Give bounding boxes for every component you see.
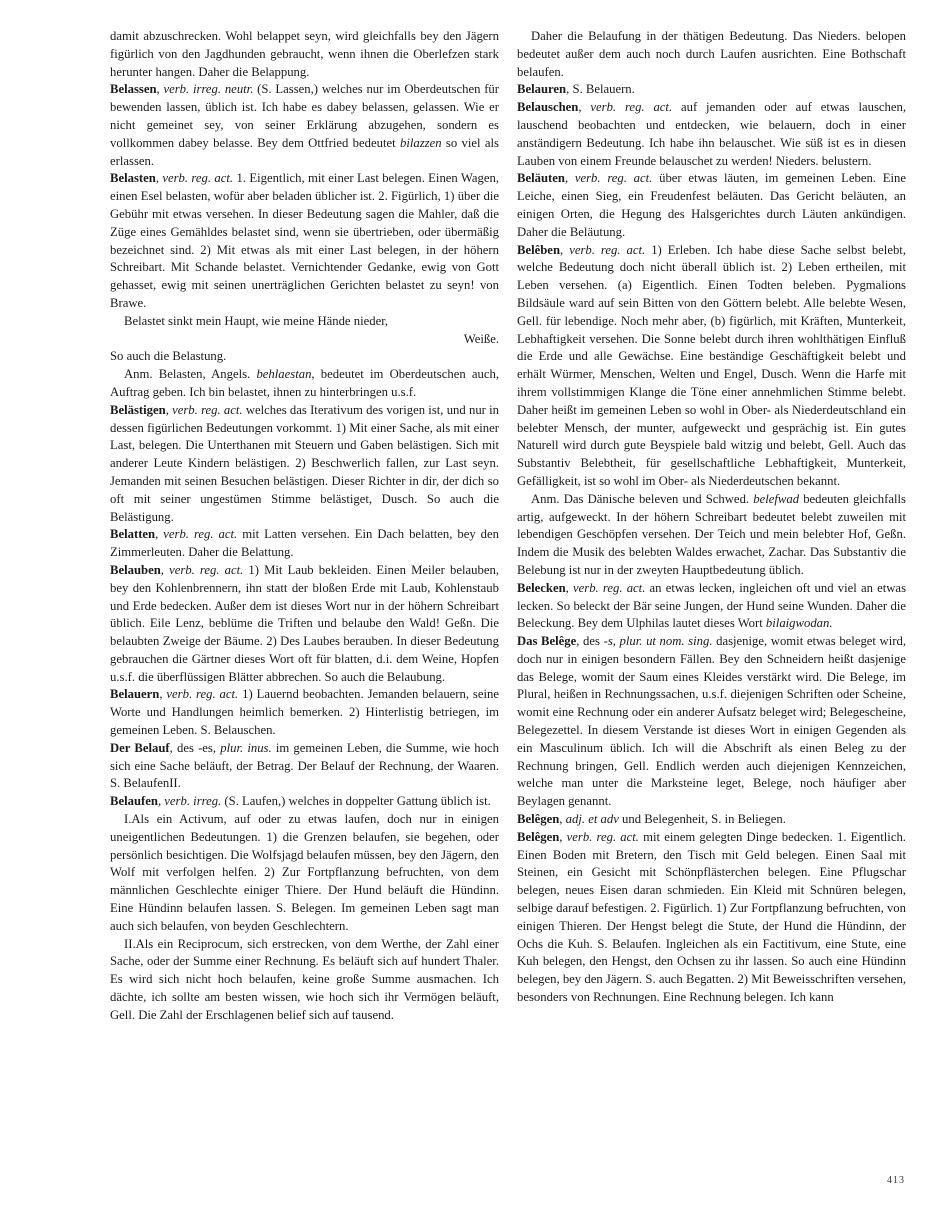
headword: Belêgen [517,812,560,827]
entry-text: welches das Iterativum des vorigen ist, und nur in dessen figürlichen Bedeutungen vorkommt. 1) Mit einer Sache, als mit einer Last, belegen. Die Unterthanen mit Steuern und Gaben belästigen. Sich mit anderer Leute Kindern belästigen. 2) Beschwerlich fallen, zur Last seyn. Jemanden mit seinen Besuchen belästigen. Dieser Richter in dir, der dich so oft mit seiner ungestümen Stimme belästiget, Dusch. So auch die Belästigung. [110,402,499,524]
grammar-note: verb. reg. act. [169,562,244,577]
headword: Belêgen [517,829,560,844]
headword: Belaufen [110,794,158,809]
grammar-note: verb. reg. act. [590,100,673,115]
grammar-note: adj. et adv [565,812,619,827]
entry-text: im gemeinen Leben, die Summe, wie hoch sich eine Sache beläuft, der Betrag. Der Belauf der Rechnung, der Waaren. S. BelaufenII. [110,740,499,791]
text-paragraph [110,28,499,81]
entry-text: , [155,171,163,186]
headword: Belassen [110,82,157,97]
dictionary-entry [110,81,499,170]
grammar-note: verb. irreg. neutr. [163,82,254,97]
entry-text: , [559,829,567,844]
dictionary-entry [517,81,906,99]
entry-text: 1) Mit Laub bekleiden. Einen Meiler belauben, bey den Kohlenbrennern, ihn statt der bloßen Erde mit Laub, Kohlenstaub und Erde bedecken. Außer dem ist dieses Wort nur in der höhern Schreibart üblich. Eile Lenz, beblüme die Triften und belaube den Wald! Geßn. Die belaubten Zweige der Bäume. 2) Des Laubes berauben. In dieser Bedeutung gebrauchen die Gärtner dieses Wort oft für blatten, d.i. dem Weine, Hopfen u.s.f. die überflüssigen Blätter abbrechen. So auch die Belaubung. [110,562,499,684]
headword: Das Belêge [517,634,577,649]
grammar-note: verb. reg. act. [569,242,646,257]
dictionary-entry [517,580,906,633]
headword: Belauern [110,687,160,702]
left-column [110,28,499,1025]
grammar-note: verb. reg. act. [172,402,243,417]
dictionary-entry [110,686,499,739]
entry-text: , S. Belauern. [566,82,635,97]
text-paragraph [110,811,499,936]
entry-text: damit abzuschrecken. Wohl belappet seyn, wird gleichfalls bey den Jägern figürlich von den Jagdhunden gebraucht, wenn ihnen die Oberlefzen stark herunter hangen. Daher die Belappung. [110,29,499,79]
entry-text: II.Als ein Reciprocum, sich erstrecken, von dem Werthe, der Zahl einer Sache, oder der Summe einer Rechnung. Es beläuft sich auf hundert Thaler. Es wird sich nicht hoch belaufen, keine große Summe ausmachen. Ich dächte, ich sollte am besten wissen, wie hoch sich ihr Vermögen beläuft, Gell. Die Zahl der Erschlagenen belief sich auf tausend. [110,936,499,1022]
entry-text: , [578,100,591,115]
text-paragraph [110,936,499,1025]
entry-text: 1) Lauernd beobachten. Jemanden belauern, seine Worte und Handlungen heimlich bemerken. 2) Hinterlistig betriegen, im gemeinen Leben. S. Belauschen. [110,687,499,738]
headword: Belecken [517,580,566,595]
entry-text: , [165,402,173,417]
dictionary-entry [517,242,906,491]
entry-text: an etwas lecken, ingleichen oft und viel an etwas lecken. So beleckt der Bär seine Jungen, der Hund seine Wunden. Daher die Beleckung. Bey dem Ulphilas lautet dieses Wort [517,580,907,631]
headword: Belauren [517,82,567,97]
entry-text: mit Latten versehen. Ein Dach belatten, bey den Zimmerleuten. Daher die Belattung. [110,527,499,560]
page-number: 413 [887,1175,905,1186]
right-column [517,28,906,1007]
entry-text: Daher die Belaufung in der thätigen Bedeutung. Das Nieders. belopen bedeutet außer dem auch noch durch Laufen ausrichten. Eine Bothschaft belaufen. [517,29,906,79]
text-paragraph [110,348,499,366]
headword: Belauben [110,562,161,577]
dictionary-entry [517,829,906,1007]
grammar-note: verb. reg. act. [574,171,653,186]
entry-text: (S. Laufen,) welches in doppelter Gattung üblich ist. [221,794,491,809]
entry-text: Weiße. [463,331,499,346]
headword: Belauschen [517,100,579,115]
entry-text: und Belegenheit, S. in Beliegen. [618,812,786,827]
entry-text: so viel als erlassen. [110,135,499,168]
grammar-note: -s, [603,634,616,649]
entry-text: auf jemanden oder auf etwas lauschen, lauschend beobachten und entdecken, wie belauern, doch in einer anständigern Bedeutung. Ich habe ihn belauschet. Wie süß ist es in diesen Lauben von einem Freunde belauschet zu werden! Nieders. belustern. [517,100,907,168]
entry-text: mit einem gelegten Dinge bedecken. 1. Eigentlich. Einen Boden mit Bretern, den Tisch mit Geld belegen. Einen Saal mit Steinen, ein Gesicht mit Schönpflästerchen belegen. Eine Pflugschar belegen, neues Eisen daran schmieden. Ein Kleid mit Schnüren belegen, selbige darauf befestigen. 2. Figürlich. 1) Zur Fortpflanzung befruchten, von einigen Thieren. Der Hengst belegt die Stute, der Hund die Hündinn, der Ochs die Kuh. S. Belaufen. Ingleichen als ein Factitivum, eine Stute, eine Kuh belegen, den Hengst, den Ochsen zu ihr lassen. So auch eine Hündinn belegen, bey den Jägern. S. auch Begatten. 2) Mit Beweisschriften versehen, besonders von Rechnungen. Eine Rechnung belegen. Ich kann [517,829,906,1005]
grammar-note: verb. reg. act. [163,527,238,542]
headword: Belästigen [110,402,166,417]
entry-text: , [157,794,165,809]
entry-text: , [156,82,164,97]
dictionary-entry [110,170,499,312]
entry-text: , [159,687,167,702]
entry-text: über etwas läuten, im gemeinen Leben. Eine Leiche, einen Sieg, ein Freudenfest beläuten. Das Gericht beläuten, an einigen Orten, die Hegung des Halsgerichtes durch Läuten ankündigen. Daher die Beläutung. [517,171,906,239]
entry-text: , [559,812,566,827]
text-paragraph [110,331,499,349]
entry-text: So auch die Belastung. [110,349,227,364]
headword: Beläuten [517,171,565,186]
entry-text: bedeutet im Oberdeutschen auch, Auftrag geben. Ich bin belastet, ihnen zu hinterbringen u.s.f. [110,367,499,399]
entry-text: Anm. Belasten, Angels. [124,367,257,382]
entry-text: I.Als ein Activum, auf oder zu etwas laufen, doch nur in einigen uneigentlichen Bedeutungen. 1) die Grenzen belaufen, sie begehen, oder persönlich besichtigen. Die Wolfsjagd belaufen müssen, bey den Jägern, den Wolf mit verfolgen helfen. 2) Zur Fortpflanzung befruchten, von dem männlichen Geschlechte einiger Thiere. Der Hund beläuft die Hündinn. Eine Hündinn belaufen lassen. S. Belegen. Im gemeinen Leben sagt man auch sich belaufen, von beyden Geschlechtern. [110,812,499,933]
text-paragraph [517,28,906,81]
entry-text: , [155,527,164,542]
headword: Belatten [110,527,156,542]
dictionary-entry [517,811,906,829]
dictionary-entry [110,402,499,527]
grammar-note: plur. inus. [220,740,272,755]
dictionary-entry [517,99,906,170]
headword: Der Belauf [110,740,170,755]
entry-text: Belastet sinkt mein Haupt, wie meine Hände nieder, [124,313,389,328]
grammar-note: plur. ut nom. sing. [619,634,713,649]
entry-text: , des [576,634,604,649]
grammar-note: bilazzen [400,135,442,150]
dictionary-entry [110,793,499,811]
text-paragraph [110,313,499,331]
entry-text: dasjenige, womit etwas beleget wird, doch nur in einigen besondern Fällen. Bey den Schneidern heißt dasjenige das Belege, womit der Saum eines Kleides verstärkt wird. Die Belege, im Plural, heißen in Rechnungssachen, u.s.f. diejenigen Schriften oder Scheine, womit eine Rechnung oder ein anderer Aufsatz beleget wird; Belegescheine, Belegezettel. In diesem Verstande ist dieses Wort in einigen Gegenden als ein Masculinum üblich. Ich will die Abschrift als einen Beleg zu der Rechnung bringen, Gell. Endlich werden auch diejenigen Kennzeichen, welche man unter die Marksteine leget, Belege, noch häufiger aber Beylagen genannt. [517,634,906,809]
grammar-note: behlaestan, [256,367,315,382]
dictionary-entry [110,562,499,687]
entry-text: , [560,242,570,257]
grammar-note: verb. irreg. [164,794,222,809]
entry-text: (S. Lassen,) welches nur im Oberdeutschen für bewenden lassen, üblich ist. Ich habe es dabey belassen, gelassen. Wie er nicht gemeinet sey, von seiner Erklärung abzugehen, sondern es vollkommen dabey belasse. Bey dem Ottfried bedeutet [110,82,499,150]
dictionary-entry [110,740,499,793]
entry-text: 1) Erleben. Ich habe diese Sache selbst belebt, welche Bedeutung doch nicht überall üblich ist. 2) Leben ertheilen, mit Leben versehen. (a) Eigentlich. Einen Todten beleben. Pygmalions Bildsäule ward auf sein Bitten von den Göttern belebt. Alle belebte Wesen, Gell. für lebendige. Noch mehr aber, (b) figürlich, mit Kräften, Munterkeit, Lebhaftigkeit versehen. Die Sonne belebt durch ihren wohlthätigen Einfluß die Erde und alle Gewächse. Eine beständige Geschäftigkeit belebt und erhält Würmer, Menschen, Welten und Engel, Dusch. Wenn die Harfe mit ihrem vollstimmigen Klange die Töne einer annehmlichen Stimme belebt. Daher heißt im gemeinen Leben so wohl in Ober- als Niederdeutschland ein belebter Mensch, der munter, aufgeweckt und gesprächig ist. Ein gutes Naturell wird durch gute Beyspiele bald witzig und belebt, Gell. Auch das Substantiv Belebtheit, für gesellschaftliche Lebhaftigkeit, Munterkeit, Gefälligkeit, ist so wohl im Ober- als Niederdeutschen bekannt. [517,242,907,488]
dictionary-entry [517,633,906,811]
dictionary-entry [517,170,906,241]
entry-text: , [565,580,573,595]
dictionary-entry [110,526,499,562]
grammar-note: bilaigwodan. [765,616,833,631]
grammar-note: verb. reg. act. [566,829,639,844]
entry-text: bedeuten gleichfalls artig, aufgeweckt. In der höhern Schreibart bedeutet belebt zuweilen mit lebendigen Geschöpfen versehen. Der Teich und mein belebter Hof, Geßn. Indem die Musik des belebten Waldes erwachet, Zachar. Das Substantiv die Belebung ist nur in der zweyten Hauptbedeutung üblich. [517,491,906,577]
grammar-note: belefwad [753,491,800,506]
text-paragraph [110,366,499,402]
entry-text: , des -es, [169,740,221,755]
text-paragraph [517,491,906,580]
entry-text: Anm. Das Dänische beleven und Schwed. [531,491,754,506]
entry-text: 1. Eigentlich, mit einer Last belegen. Einen Wagen, einen Esel belasten, wofür aber beladen üblicher ist. 2. Figürlich, 1) über die Gebühr mit etwas versehen. In dieser Bedeutung sagen die Mahler, daß die Züge eines Gemähldes belastet sind, wenn sie übertrieben, oder übermäßig bezeichnet sind. 2) Mit etwas als mit einer Last belegen, in der höhern Schreibart. Mit Schande belastet. Vernichtender Gedanke, ewig von Gott gehasset, ewig mit seinen unerträglichen Gerichten belastet zu seyn! von Brawe. [110,171,499,310]
grammar-note: verb. reg. act. [162,171,234,186]
entry-text: , [160,562,170,577]
entry-text: , [564,171,575,186]
headword: Belasten [110,171,156,186]
grammar-note: verb. reg. act. [573,580,646,595]
grammar-note: verb. reg. act. [166,687,239,702]
headword: Belêben [517,242,560,257]
